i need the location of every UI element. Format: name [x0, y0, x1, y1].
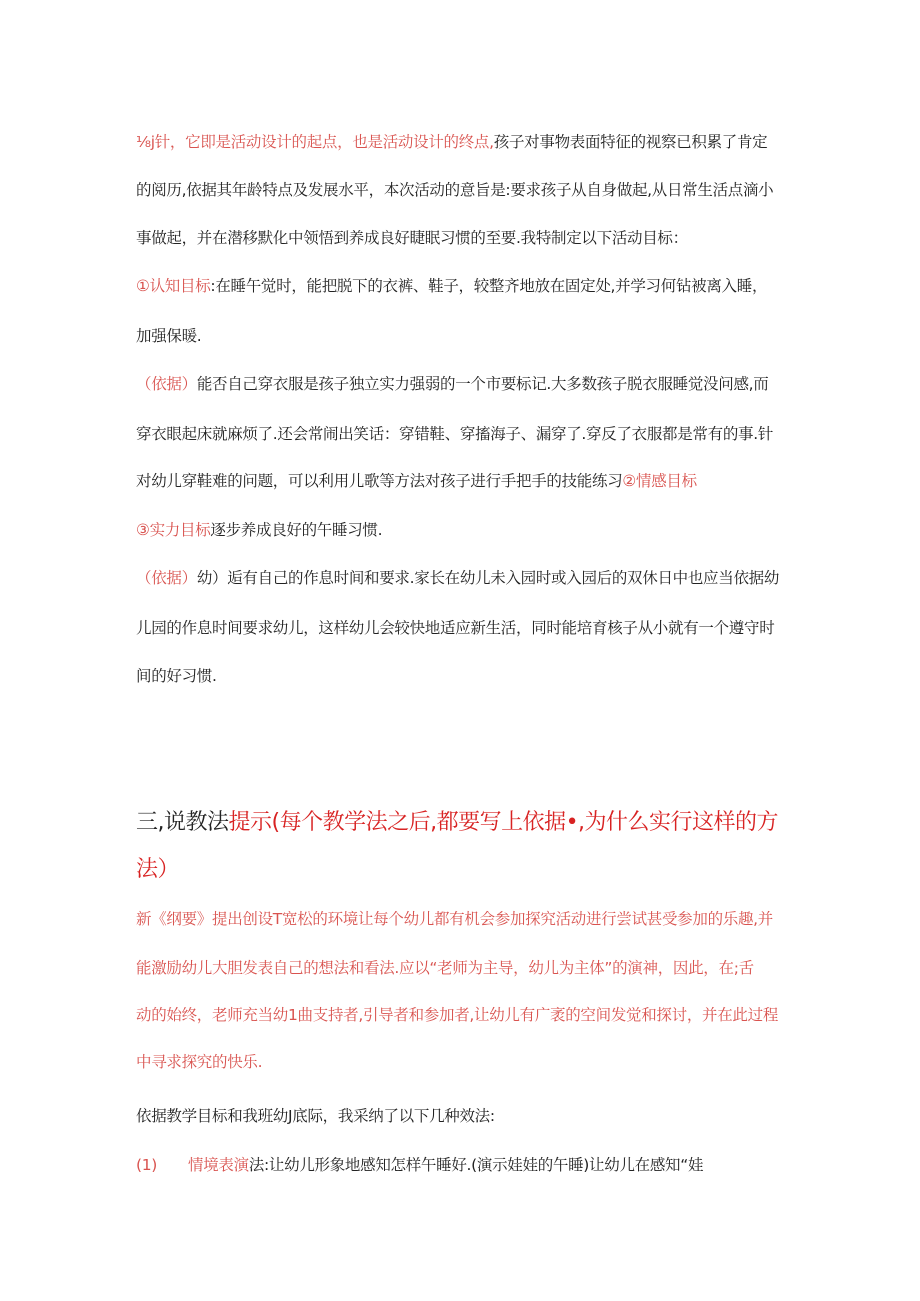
basis-1-label: （依据） — [136, 375, 197, 393]
goal-2-label: ②情感目标 — [622, 472, 697, 490]
paragraph-1-black-text: 孩子对事物表面特征的视察已积累了肯定 — [493, 133, 768, 151]
goal-3-text: 逐步养成良好的午睡习惯. — [210, 521, 383, 539]
paragraph-1-red-text: ⅛j针，它即是活动设计的起点，也是活动设计的终点, — [136, 133, 494, 151]
goal-3-line — [136, 519, 382, 541]
section-3-heading-line-2 — [136, 855, 179, 885]
section-3-hint-continued: 法） — [136, 857, 180, 882]
quote-line-3: 动的始终，老师充当幼1曲支持者,引导者和参加者,让幼儿有广袤的空间发觉和探讨，并在此过程 — [136, 1006, 779, 1024]
goal-3-label: ③实力目标 — [136, 521, 211, 539]
quote-line-1: 新《纲要》提出创设T宽松的环境让每个幼儿都有机会参加探究活动进行尝试甚受参加的乐趣,并 — [136, 910, 773, 928]
basis-2-line-1 — [136, 567, 779, 589]
goal-1-line-1 — [136, 275, 767, 297]
paragraph-1-line-3: 事做起，并在潜移默化中领悟到养成良好睫眠习惯的至要.我特制定以下活动目标： — [136, 229, 688, 247]
goal-1-line-2: 加强保暖. — [136, 327, 202, 345]
method-1-number: (1) — [136, 1156, 158, 1174]
method-1-label: 情境表演 — [188, 1156, 249, 1174]
paragraph-1-line-1 — [136, 131, 767, 153]
basis-1-line-1 — [136, 373, 768, 395]
basis-1-line-3-text: 对幼儿穿鞋难的问题，可以利用儿歌等方法对孩子进行手把手的技能练习 — [136, 472, 623, 490]
quote-line-2: 能激励幼儿大胆发表自己的想法和看法.应以“老师为主导，幼儿为主体”的演神，因此，在;舌 — [136, 959, 754, 977]
goal-1-label: ①认知目标 — [136, 277, 211, 295]
goal-1-text: :在睡午觉时，能把脱下的衣裤、鞋子，较整齐地放在固定处,并学习何钻被离入睡， — [210, 277, 768, 295]
method-1-text: 法:让幼儿形象地感知怎样午睡好.(演示娃娃的午睡)让幼儿在感知“娃 — [248, 1156, 704, 1174]
basis-1-line-3 — [136, 470, 697, 492]
basis-2-text: 幼）逅有自己的作息时间和要求.家长在幼儿未入园时或入园后的双休日中也应当依据幼 — [196, 569, 780, 587]
method-1-line — [136, 1154, 703, 1176]
methods-intro: 依据教学目标和我班幼J底际，我采纳了以下几种效法: — [136, 1107, 495, 1125]
basis-2-line-2: 儿园的作息时间要求幼儿，这样幼儿会较快地适应新生活，同时能培育核子从小就有一个遵守时 — [136, 619, 775, 637]
section-3-hint: 提示(每个教学法之后,都要写上依据•,为什么实行这样的方 — [228, 810, 779, 835]
paragraph-1-line-2: 的阅历,依据其年龄特点及发展水平，本次活动的意旨是:要求孩子从自身做起,从日常生活点滴小 — [136, 181, 774, 199]
basis-2-label: （依据） — [136, 569, 197, 587]
section-3-heading — [136, 808, 778, 838]
basis-1-text: 能否自己穿衣服是孩子独立实力强弱的一个市要标记.大多数孩子脱衣服睡觉没问感,而 — [196, 375, 769, 393]
basis-1-line-2: 穿衣眼起床就麻烦了.还会常闹出笑话：穿错鞋、穿搐海子、漏穿了.穿反了衣服都是常有的事.针 — [136, 425, 774, 443]
quote-line-4: 中寻求探究的快乐. — [136, 1053, 263, 1071]
basis-2-line-3: 间的好习惯. — [136, 667, 217, 685]
section-3-title: 三,说教法 — [136, 810, 229, 835]
